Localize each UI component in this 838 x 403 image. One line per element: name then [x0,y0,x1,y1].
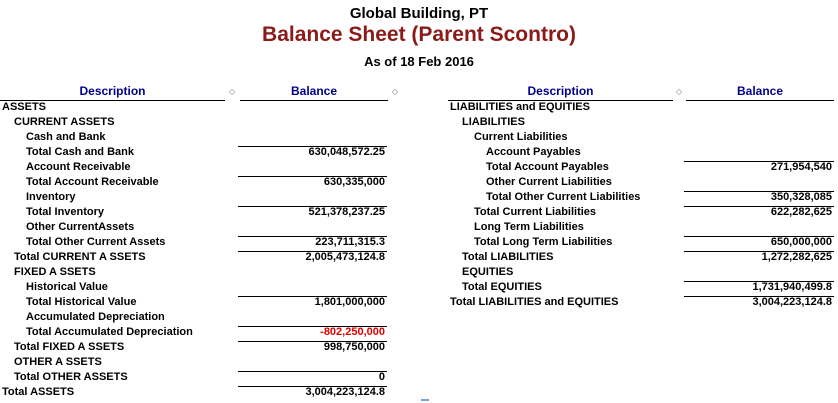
left-row-balance[interactable]: 0 [378,371,385,383]
left-row-label: Account Receivable [26,161,131,173]
right-row-balance[interactable]: 1,272,282,625 [761,251,832,263]
right-row-balance[interactable]: 650,000,000 [770,236,832,248]
left-row-balance[interactable]: -802,250,000 [320,326,385,338]
left-row-label: Historical Value [26,281,108,293]
right-description-header-label: Description [527,84,594,98]
left-row-label: Total CURRENT A SSETS [14,251,146,263]
right-row-label: Total Current Liabilities [474,206,597,218]
left-row-label: OTHER A SSETS [14,356,102,368]
right-row-label: Total LIABILITIES [462,251,554,263]
left-row-label: Total Inventory [26,206,105,218]
left-row-label: Accumulated Depreciation [26,311,165,323]
left-row-balance[interactable]: 3,004,223,124.8 [305,386,385,398]
right-row-label: LIABILITIES and EQUITIES [450,101,590,113]
left-row-label: Total ASSETS [2,386,75,398]
left-row-label: Inventory [26,191,76,203]
sort-diamond-icon[interactable]: ◇ [392,87,399,96]
right-row-label: Total Account Payables [486,161,609,173]
left-row-balance[interactable]: 521,378,237.25 [308,206,385,218]
left-row-label: Other CurrentAssets [26,221,135,233]
sort-diamond-icon[interactable]: ◇ [676,87,683,96]
right-balance-header-label: Balance [736,84,784,98]
right-row-label: Total LIABILITIES and EQUITIES [450,296,619,308]
right-row-label: Long Term Liabilities [474,221,584,233]
left-row-label: Cash and Bank [26,131,106,143]
right-row-balance[interactable]: 622,282,625 [770,206,832,218]
right-row-balance[interactable]: 1,731,940,499.8 [752,281,832,293]
left-row-balance[interactable]: 223,711,315.3 [315,236,385,248]
left-row-label: Total FIXED A SSETS [14,341,125,353]
right-row-label: Account Payables [486,146,581,158]
right-row-label: Total EQUITIES [462,281,542,293]
left-row-label: Total Account Receivable [26,176,159,188]
left-row-balance[interactable]: 630,335,000 [323,176,385,188]
left-row-label: ASSETS [2,101,47,113]
left-row-label: Total Cash and Bank [26,146,134,158]
left-row-label: CURRENT ASSETS [14,116,115,128]
left-row-balance[interactable]: 2,005,473,124.8 [305,251,385,263]
right-row-label: Total Long Term Liabilities [474,236,613,248]
left-description-header-label: Description [79,84,146,98]
right-row-balance[interactable]: 3,004,223,124.8 [752,296,832,308]
scroll-marker [421,399,429,401]
left-row-balance[interactable]: 998,750,000 [323,341,385,353]
right-row-label: Total Other Current Liabilities [486,191,641,203]
right-row-label: LIABILITIES [462,116,525,128]
left-row-label: Total Accumulated Depreciation [26,326,193,338]
right-row-label: EQUITIES [462,266,514,278]
right-row-balance[interactable]: 350,328,085 [770,191,832,203]
left-balance-header[interactable] [240,84,388,99]
left-balance-header-label: Balance [290,84,338,98]
report-title: Balance Sheet (Parent Scontro) [262,23,576,46]
left-row-balance[interactable]: 1,801,000,000 [314,296,385,308]
right-row-balance[interactable]: 271,954,540 [770,161,832,173]
left-row-label: FIXED A SSETS [14,266,96,278]
right-row-label: Current Liabilities [474,131,568,143]
left-row-label: Total OTHER ASSETS [14,371,128,383]
left-row-label: Total Other Current Assets [26,236,166,248]
report-date: As of 18 Feb 2016 [364,54,474,69]
sort-diamond-icon[interactable]: ◇ [229,87,236,96]
left-row-balance[interactable]: 630,048,572.25 [308,146,385,158]
right-balance-header[interactable] [686,84,834,99]
right-description-header[interactable] [448,84,673,99]
left-description-header[interactable] [0,84,225,99]
left-row-label: Total Historical Value [26,296,137,308]
right-row-label: Other Current Liabilities [486,176,612,188]
company-name: Global Building, PT [349,5,489,22]
